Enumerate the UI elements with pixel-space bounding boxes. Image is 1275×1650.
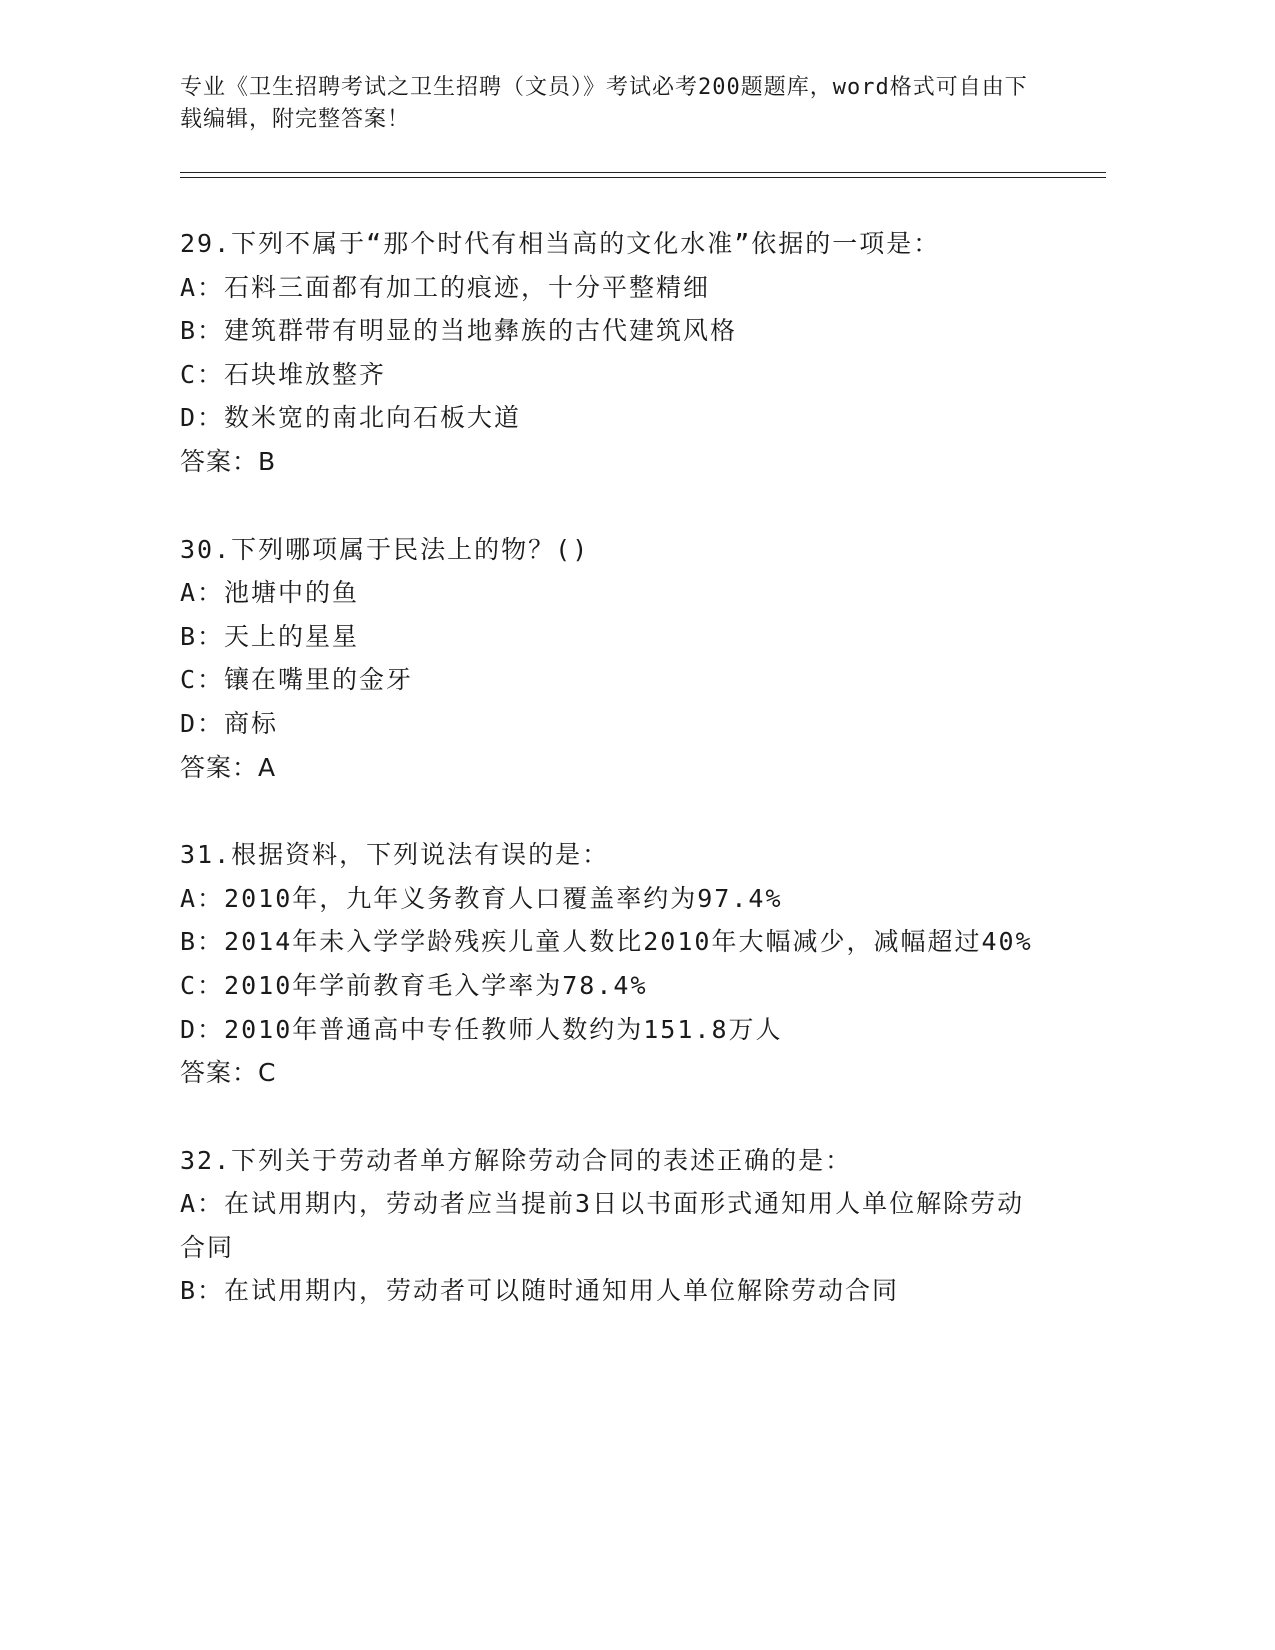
header-divider-bottom <box>180 177 1106 178</box>
option-c: C：2010年学前教育毛入学率为78.4% <box>180 970 648 1000</box>
option-d: D：数米宽的南北向石板大道 <box>180 403 522 433</box>
option-d: D：2010年普通高中专任教师人数约为151.8万人 <box>180 1014 783 1044</box>
question-list <box>180 222 1040 1357</box>
question-31 <box>180 833 1040 1095</box>
question-30 <box>180 528 1040 790</box>
option-a: A：2010年，九年义务教育人口覆盖率约为97.4% <box>180 883 783 913</box>
question-32 <box>180 1139 1040 1313</box>
option-a: A：石料三面都有加工的痕迹，十分平整精细 <box>180 272 711 302</box>
question-stem: 31.根据资料，下列说法有误的是： <box>180 840 610 870</box>
document-header: 专业《卫生招聘考试之卫生招聘（文员）》考试必考200题题库，word格式可自由下载编辑，附完整答案！ <box>180 75 1028 132</box>
option-c: C：镶在嘴里的金牙 <box>180 665 414 695</box>
answer-line: 答案：B <box>180 446 277 476</box>
option-b: B：建筑群带有明显的当地彝族的古代建筑风格 <box>180 316 738 346</box>
option-b: B：天上的星星 <box>180 621 360 651</box>
question-stem: 30.下列哪项属于民法上的物？() <box>180 534 590 564</box>
question-stem: 32.下列关于劳动者单方解除劳动合同的表述正确的是： <box>180 1145 853 1175</box>
option-d: D：商标 <box>180 708 279 738</box>
option-a: A：在试用期内，劳动者应当提前3日以书面形式通知用人单位解除劳动合同 <box>180 1189 1025 1262</box>
header-divider-top <box>180 172 1106 173</box>
option-b: B：2014年未入学学龄残疾儿童人数比2010年大幅减少，减幅超过40% <box>180 927 1033 957</box>
question-stem: 29.下列不属于“那个时代有相当高的文化水准”依据的一项是： <box>180 229 941 258</box>
option-c: C：石块堆放整齐 <box>180 359 387 389</box>
answer-line: 答案：C <box>180 1058 277 1088</box>
option-a: A：池塘中的鱼 <box>180 578 360 608</box>
option-b: B：在试用期内，劳动者可以随时通知用人单位解除劳动合同 <box>180 1276 900 1306</box>
answer-line: 答案：A <box>180 752 277 782</box>
question-29 <box>180 222 1040 484</box>
